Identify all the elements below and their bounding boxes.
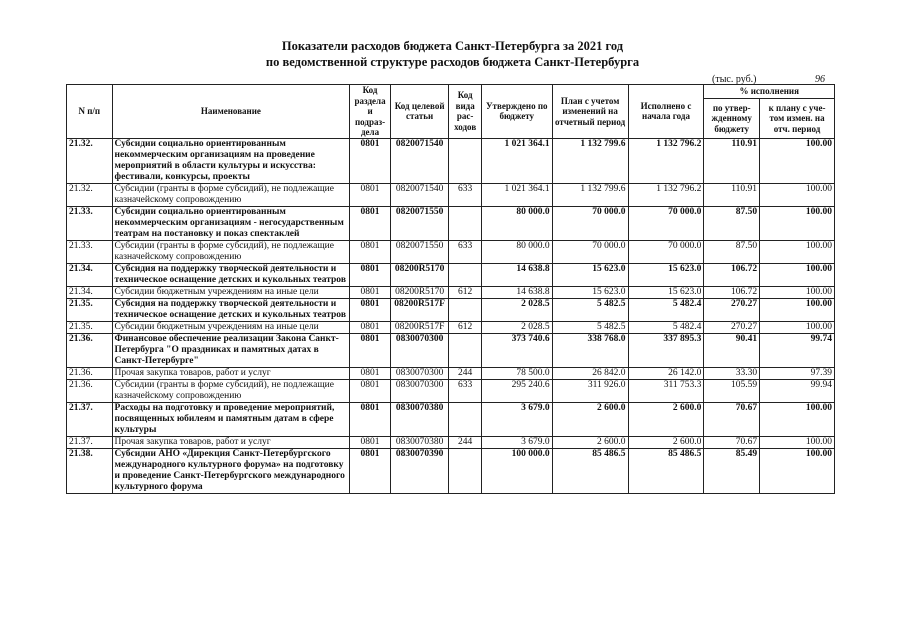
row-approved: 14 638.8 <box>481 286 552 298</box>
row-pct-plan: 100.00 <box>760 206 835 240</box>
row-pct-plan: 97.39 <box>760 367 835 379</box>
row-executed: 5 482.4 <box>628 298 704 321</box>
units-label: (тыс. руб.) <box>712 74 757 85</box>
row-approved: 3 679.0 <box>481 402 552 436</box>
row-plan: 1 132 799.6 <box>552 138 628 183</box>
row-type-code <box>449 448 481 493</box>
col-header-pct-group: % исполнения <box>704 85 835 99</box>
row-type-code <box>449 206 481 240</box>
row-name: Субсидии (гранты в форме субсидий), не подлежащие казначейскому сопровождению <box>112 240 350 263</box>
table-row <box>67 367 835 379</box>
row-approved: 14 638.8 <box>481 263 552 286</box>
row-article-code: 0830070380 <box>390 436 449 448</box>
col-header-plan: План с учетом изменений на отчетный период <box>552 85 628 139</box>
row-pct-approved: 33.30 <box>704 367 760 379</box>
row-number: 21.37. <box>67 402 113 436</box>
row-name: Прочая закупка товаров, работ и услуг <box>112 436 350 448</box>
row-approved: 80 000.0 <box>481 240 552 263</box>
page-number: 96 <box>815 74 825 85</box>
row-pct-plan: 100.00 <box>760 138 835 183</box>
row-executed: 2 600.0 <box>628 436 704 448</box>
row-type-code <box>449 298 481 321</box>
row-executed: 26 142.0 <box>628 367 704 379</box>
row-executed: 337 895.3 <box>628 333 704 367</box>
row-pct-plan: 100.00 <box>760 321 835 333</box>
col-header-no: N п/п <box>67 85 113 139</box>
row-article-code: 08200R517F <box>390 298 449 321</box>
row-article-code: 08200R5170 <box>390 263 449 286</box>
row-plan: 15 623.0 <box>552 286 628 298</box>
row-number: 21.36. <box>67 367 113 379</box>
row-executed: 15 623.0 <box>628 286 704 298</box>
row-plan: 2 600.0 <box>552 402 628 436</box>
row-name: Субсидии (гранты в форме субсидий), не подлежащие казначейскому сопровождению <box>112 379 350 402</box>
row-section-code: 0801 <box>350 286 390 298</box>
row-section-code: 0801 <box>350 206 390 240</box>
row-plan: 5 482.5 <box>552 321 628 333</box>
row-number: 21.32. <box>67 138 113 183</box>
row-name: Субсидии АНО «Дирекция Санкт-Петербургского международного культурного форума» на подготовку и проведение Санкт-Петербургского международного культурного форума <box>112 448 350 493</box>
row-pct-approved: 106.72 <box>704 286 760 298</box>
row-pct-approved: 70.67 <box>704 436 760 448</box>
row-executed: 85 486.5 <box>628 448 704 493</box>
row-name: Субсидии социально ориентированным некоммерческим организациям - негосударственным театрам на постановку и показ спектаклей <box>112 206 350 240</box>
table-row <box>67 138 835 183</box>
col-header-approved: Утверждено по бюджету <box>481 85 552 139</box>
row-type-code: 633 <box>449 240 481 263</box>
row-section-code: 0801 <box>350 240 390 263</box>
col-header-section: Код раздела и подраз- дела <box>350 85 390 139</box>
table-row <box>67 240 835 263</box>
row-plan: 5 482.5 <box>552 298 628 321</box>
row-pct-approved: 105.59 <box>704 379 760 402</box>
col-header-executed: Исполнено с начала года <box>628 85 704 139</box>
row-executed: 2 600.0 <box>628 402 704 436</box>
row-article-code: 0820071540 <box>390 138 449 183</box>
row-approved: 2 028.5 <box>481 321 552 333</box>
row-plan: 85 486.5 <box>552 448 628 493</box>
row-approved: 78 500.0 <box>481 367 552 379</box>
row-pct-approved: 87.50 <box>704 206 760 240</box>
row-plan: 338 768.0 <box>552 333 628 367</box>
row-pct-approved: 106.72 <box>704 263 760 286</box>
table-row <box>67 448 835 493</box>
table-row <box>67 298 835 321</box>
row-article-code: 08200R517F <box>390 321 449 333</box>
row-pct-approved: 90.41 <box>704 333 760 367</box>
row-section-code: 0801 <box>350 263 390 286</box>
row-pct-plan: 100.00 <box>760 436 835 448</box>
table-row <box>67 436 835 448</box>
row-approved: 1 021 364.1 <box>481 183 552 206</box>
row-name: Субсидии бюджетным учреждениям на иные цели <box>112 286 350 298</box>
row-article-code: 0820071550 <box>390 206 449 240</box>
row-pct-plan: 99.74 <box>760 333 835 367</box>
row-executed: 1 132 796.2 <box>628 183 704 206</box>
table-row <box>67 183 835 206</box>
row-article-code: 0830070300 <box>390 379 449 402</box>
row-number: 21.34. <box>67 286 113 298</box>
row-section-code: 0801 <box>350 138 390 183</box>
row-pct-approved: 85.49 <box>704 448 760 493</box>
page-title: Показатели расходов бюджета Санкт-Петербурга за 2021 год <box>281 39 624 53</box>
row-section-code: 0801 <box>350 298 390 321</box>
row-type-code <box>449 402 481 436</box>
row-executed: 70 000.0 <box>628 206 704 240</box>
row-article-code: 0820071550 <box>390 240 449 263</box>
row-executed: 70 000.0 <box>628 240 704 263</box>
row-executed: 5 482.4 <box>628 321 704 333</box>
row-name: Субсидия на поддержку творческой деятельности и техническое оснащение детских и кукольных театров <box>112 263 350 286</box>
row-pct-plan: 100.00 <box>760 298 835 321</box>
row-name: Расходы на подготовку и проведение мероприятий, посвященных юбилеям и памятным датам в сфере культуры <box>112 402 350 436</box>
row-number: 21.35. <box>67 321 113 333</box>
row-section-code: 0801 <box>350 321 390 333</box>
row-plan: 311 926.0 <box>552 379 628 402</box>
row-executed: 1 132 796.2 <box>628 138 704 183</box>
row-plan: 70 000.0 <box>552 240 628 263</box>
row-type-code: 244 <box>449 367 481 379</box>
row-type-code: 612 <box>449 321 481 333</box>
row-approved: 373 740.6 <box>481 333 552 367</box>
row-type-code <box>449 333 481 367</box>
row-pct-approved: 110.91 <box>704 183 760 206</box>
col-header-type: Код вида рас- ходов <box>449 85 481 139</box>
row-number: 21.34. <box>67 263 113 286</box>
row-name: Прочая закупка товаров, работ и услуг <box>112 367 350 379</box>
row-approved: 80 000.0 <box>481 206 552 240</box>
table-row <box>67 263 835 286</box>
budget-table <box>66 84 835 494</box>
table-row <box>67 206 835 240</box>
table-row <box>67 286 835 298</box>
row-section-code: 0801 <box>350 448 390 493</box>
row-pct-plan: 100.00 <box>760 448 835 493</box>
row-plan: 70 000.0 <box>552 206 628 240</box>
row-type-code: 612 <box>449 286 481 298</box>
table-row <box>67 379 835 402</box>
row-section-code: 0801 <box>350 402 390 436</box>
col-header-pct-plan: к плану с уче- том измен. на отч. период <box>760 99 835 138</box>
row-number: 21.36. <box>67 379 113 402</box>
row-name: Субсидия на поддержку творческой деятельности и техническое оснащение детских и кукольных театров <box>112 298 350 321</box>
row-article-code: 0830070300 <box>390 367 449 379</box>
row-type-code: 633 <box>449 379 481 402</box>
row-name: Субсидии (гранты в форме субсидий), не подлежащие казначейскому сопровождению <box>112 183 350 206</box>
row-name: Финансовое обеспечение реализации Закона Санкт-Петербурга "О праздниках и памятных датах в Санкт-Петербурге" <box>112 333 350 367</box>
row-plan: 15 623.0 <box>552 263 628 286</box>
row-article-code: 0830070300 <box>390 333 449 367</box>
row-number: 21.33. <box>67 206 113 240</box>
row-number: 21.32. <box>67 183 113 206</box>
row-section-code: 0801 <box>350 183 390 206</box>
row-executed: 15 623.0 <box>628 263 704 286</box>
row-section-code: 0801 <box>350 436 390 448</box>
row-approved: 295 240.6 <box>481 379 552 402</box>
row-article-code: 08200R5170 <box>390 286 449 298</box>
row-article-code: 0830070380 <box>390 402 449 436</box>
table-row <box>67 333 835 367</box>
row-approved: 100 000.0 <box>481 448 552 493</box>
row-article-code: 0820071540 <box>390 183 449 206</box>
row-approved: 1 021 364.1 <box>481 138 552 183</box>
row-section-code: 0801 <box>350 367 390 379</box>
row-number: 21.37. <box>67 436 113 448</box>
row-pct-plan: 100.00 <box>760 183 835 206</box>
col-header-name: Наименование <box>112 85 350 139</box>
row-pct-plan: 100.00 <box>760 240 835 263</box>
row-type-code <box>449 138 481 183</box>
row-article-code: 0830070390 <box>390 448 449 493</box>
col-header-pct-approved: по утвер- жденному бюджету <box>704 99 760 138</box>
row-pct-approved: 110.91 <box>704 138 760 183</box>
table-row <box>67 321 835 333</box>
table-row <box>67 402 835 436</box>
row-number: 21.36. <box>67 333 113 367</box>
row-pct-plan: 100.00 <box>760 402 835 436</box>
row-name: Субсидии социально ориентированным некоммерческим организациям на проведение мероприятий в области культуры и искусства: фестивали, конкурсы, проекты <box>112 138 350 183</box>
row-approved: 2 028.5 <box>481 298 552 321</box>
row-type-code: 633 <box>449 183 481 206</box>
row-section-code: 0801 <box>350 333 390 367</box>
row-number: 21.35. <box>67 298 113 321</box>
row-pct-plan: 100.00 <box>760 286 835 298</box>
row-executed: 311 753.3 <box>628 379 704 402</box>
row-section-code: 0801 <box>350 379 390 402</box>
row-pct-plan: 99.94 <box>760 379 835 402</box>
row-pct-plan: 100.00 <box>760 263 835 286</box>
row-number: 21.38. <box>67 448 113 493</box>
row-plan: 1 132 799.6 <box>552 183 628 206</box>
row-type-code: 244 <box>449 436 481 448</box>
page-subtitle: по ведомственной структуре расходов бюджета Санкт-Петербурга <box>265 55 640 69</box>
row-number: 21.33. <box>67 240 113 263</box>
row-pct-approved: 70.67 <box>704 402 760 436</box>
row-plan: 2 600.0 <box>552 436 628 448</box>
row-approved: 3 679.0 <box>481 436 552 448</box>
row-plan: 26 842.0 <box>552 367 628 379</box>
row-name: Субсидии бюджетным учреждениям на иные цели <box>112 321 350 333</box>
row-pct-approved: 87.50 <box>704 240 760 263</box>
col-header-article: Код целевой статьи <box>390 85 449 139</box>
row-pct-approved: 270.27 <box>704 298 760 321</box>
row-pct-approved: 270.27 <box>704 321 760 333</box>
row-type-code <box>449 263 481 286</box>
